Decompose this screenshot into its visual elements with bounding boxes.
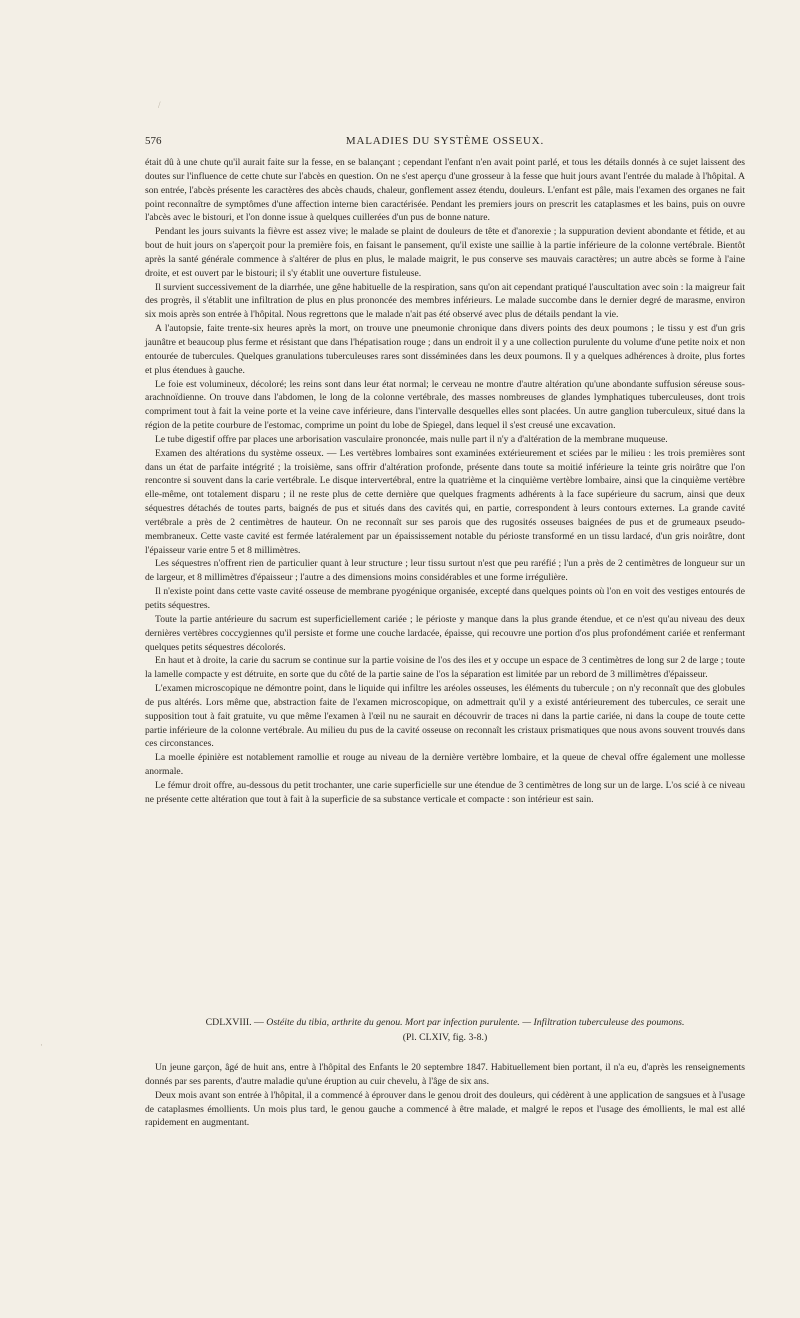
running-head: MALADIES DU SYSTÈME OSSEUX. (345, 135, 545, 147)
paragraph: Il survient successivement de la diarrhée, une gêne habituelle de la respiration, sans qu'on ait cependant pratiqué l'auscultation avec soin : la maigreur fait des progrès, il s'établit une infiltration de plus en plus prononcée des membres inférieurs. Le malade succombe dans le dernier degré de marasme, environ six mois après son entrée à l'hôpital. Nous regrettons que le malade n'ait pas été observé avec plus de détails pendant la vie. (145, 281, 745, 321)
paragraph: A l'autopsie, faite trente-six heures après la mort, on trouve une pneumonie chronique dans divers points des deux poumons ; le tissu y est d'un gris jaunâtre et beaucoup plus ferme et résistant que dans l'hépatisation rouge ; dans un endroit il y a une collection purulente du volume d'une petite noix et non entourée de tubercules. Quelques granulations tuberculeuses rares sont disséminées dans les deux poumons. Il y a quelques adhérences à droite, plus fortes et plus étendues à gauche. (145, 323, 745, 376)
paragraph: Il n'existe point dans cette vaste cavité osseuse de membrane pyogénique organisée, excepté dans quelques points où l'on en voit des vestiges entourés de petits séquestres. (145, 586, 745, 611)
paragraph: Deux mois avant son entrée à l'hôpital, il a commencé à éprouver dans le genou droit des douleurs, qui cédèrent à une application de sangsues et à l'usage de cataplasmes émollients. Un mois plus tard, le genou gauche a commencé à être malade, et malgré le repos et l'usage des émollients, le mal est allé rapidement en augmentant. (145, 1089, 745, 1129)
paragraph: La moelle épinière est notablement ramollie et rouge au niveau de la dernière vertèbre lombaire, et la queue de cheval offre également une mollesse anormale. (145, 752, 745, 778)
paragraph: Toute la partie antérieure du sacrum est superficiellement cariée ; le périoste y manque dans la plus grande étendue, et ce n'est qu'au niveau des deux dernières vertèbres coccygiennes qu'il persiste et forme une couche lardacée, épaisse, qui recouvre une portion d'os plus profondément cariée et renfermant quelques petits séquestres décolorés. (145, 613, 745, 653)
paragraph: L'examen microscopique ne démontre point, dans le liquide qui infiltre les aréoles osseuses, les éléments du tubercule ; on n'y reconnaît que des globules de pus altérés. Lors même que, abstraction faite de l'examen microscopique, on admettrait qu'il y a existé antérieurement des tubercules, ce serait une supposition tout à fait gratuite, vu que même l'examen à l'œil nu ne saurait en découvrir de traces ni dans la partie cariée, ni dans la coupe de toute cette partie inférieure de la colonne vertébrale. Au milieu du pus de la cavité osseuse on reconnaît les cristaux prismatiques que nous avons souvent trouvés dans ces circonstances. (145, 683, 745, 750)
case-text (145, 1061, 745, 1130)
stray-mark: · (40, 1040, 43, 1050)
paragraph: Le foie est volumineux, décoloré; les reins sont dans leur état normal; le cerveau ne montre d'autre altération qu'une abondante suffusion séreuse sous-arachnoïdienne. On trouve dans l'abdomen, le long de la colonne vertébrale, des masses nombreuses de glandes lymphatiques tuberculeuses, dont trois compriment tout à fait la veine porte et la veine cave inférieure, dans l'intervalle desquelles elles sont placées. Un autre ganglion tuberculeux, situé dans la région de la petite courbure de l'estomac, comprime un point du lobe de Spiegel, dans lequel il s'est creusé une excavation. (145, 378, 745, 432)
paragraph: était dû à une chute qu'il aurait faite sur la fesse, en se balançant ; cependant l'enfant n'en avait point parlé, et tous les détails donnés à ce sujet laissent des doutes sur l'influence de cette chute sur l'abcès en question. On ne s'est aperçu d'une grosseur à la fesse que huit jours avant l'entrée du malade à l'hôpital. A son entrée, l'abcès présente les caractères des abcès chauds, chaleur, gonflement assez étendu, douleurs. L'enfant est pâle, mais l'examen des organes ne fait point reconnaître de symptômes d'une affection interne bien caractérisée. Pendant les premiers jours on prescrit les cataplasmes et les bains, puis on ouvre l'abcès avec le bistouri, et l'on donne issue à quelques cuillerées d'un pus de bonne nature. (145, 157, 745, 224)
case-heading (145, 1015, 745, 1045)
paragraph: Le tube digestif offre par places une arborisation vasculaire prononcée, mais nulle part il n'y a d'altération de la membrane muqueuse. (155, 433, 668, 445)
page-number: 576 (145, 135, 162, 147)
case-title: Ostéite du tibia, arthrite du genou. Mort par infection purulente. — Infiltration tuberculeuse des poumons. (266, 1017, 685, 1028)
plate-reference: (Pl. CLXIV, fig. 3-8.) (402, 1032, 488, 1043)
case-number: CDLXVIII. — (205, 1017, 264, 1028)
page-header (145, 135, 745, 149)
stray-mark: / (158, 100, 161, 110)
body-text (145, 156, 745, 807)
paragraph: En haut et à droite, la carie du sacrum se continue sur la partie voisine de l'os des iles et y occupe un espace de 3 centimètres de long sur 2 de large ; toute la lamelle compacte y est détruite, en sorte que du côté de la partie saine de l'os la séparation est limitée par un rebord de 3 millimètres d'épaisseur. (145, 655, 745, 681)
paragraph: Pendant les jours suivants la fièvre est assez vive; le malade se plaint de douleurs de tête et d'anorexie ; la suppuration devient abondante et fétide, et au bout de huit jours on s'aperçoit pour la première fois, en faisant le pansement, qu'il existe une saillie à la partie inférieure de la colonne vertébrale. Bientôt après la santé générale commence à s'altérer de plus en plus, le malade maigrit, le pus conserve ses mauvais caractères; un autre abcès se forme à l'aine droite, et est ouvert par le bistouri; il s'y établit une ouverture fistuleuse. (145, 226, 745, 279)
paragraph: Le fémur droit offre, au-dessous du petit trochanter, une carie superficielle sur une étendue de 3 centimètres de long sur un de large. L'os scié à ce niveau ne présente cette altération que tout à fait à la superficie de sa substance verticale et compacte : son intérieur est sain. (145, 779, 745, 805)
paragraph: Les séquestres n'offrent rien de particulier quant à leur structure ; leur tissu surtout n'est que peu raréfié ; l'un a près de 2 centimètres de longueur sur un de largeur, et 8 millimètres d'épaisseur ; l'autre a des dimensions moins considérables et une forme irrégulière. (145, 558, 745, 584)
paragraph: Examen des altérations du système osseux. — Les vertèbres lombaires sont examinées extérieurement et sciées par le milieu : les trois premières sont dans un état de parfaite intégrité ; la troisième, sans offrir d'altération profonde, présente dans toute sa moitié inférieure la teinte gris noirâtre que l'on rencontre si souvent dans la carie vertébrale. Le disque intervertébral, entre la quatrième et la cinquième vertèbre lombaire, ainsi que la cinquième vertèbre elle-même, ont totalement disparu ; il ne reste plus de cette dernière que quelques fragments adhérents à la face supérieure du sacrum, ainsi que deux séquestres détachés de toutes parts, baignés de pus et situés dans des cavités qui, en partie, correspondent à leurs contours externes. La grande cavité vertébrale a près de 2 centimètres de hauteur. On ne reconnaît sur ses parois que des rugosités osseuses baignées de pus et de grumeaux pseudo-membraneux. Cette vaste cavité est fermée latéralement par un épaississement notable du périoste transformé en un tissu lardacé, d'un gris noirâtre, dont l'épaisseur varie entre 5 et 8 millimètres. (145, 447, 745, 556)
paragraph: Un jeune garçon, âgé de huit ans, entre à l'hôpital des Enfants le 20 septembre 1847. Habituellement bien portant, il n'a eu, d'après les renseignements donnés par ses parents, d'autre maladie qu'une éruption au cuir chevelu, à l'âge de six ans. (145, 1062, 745, 1087)
